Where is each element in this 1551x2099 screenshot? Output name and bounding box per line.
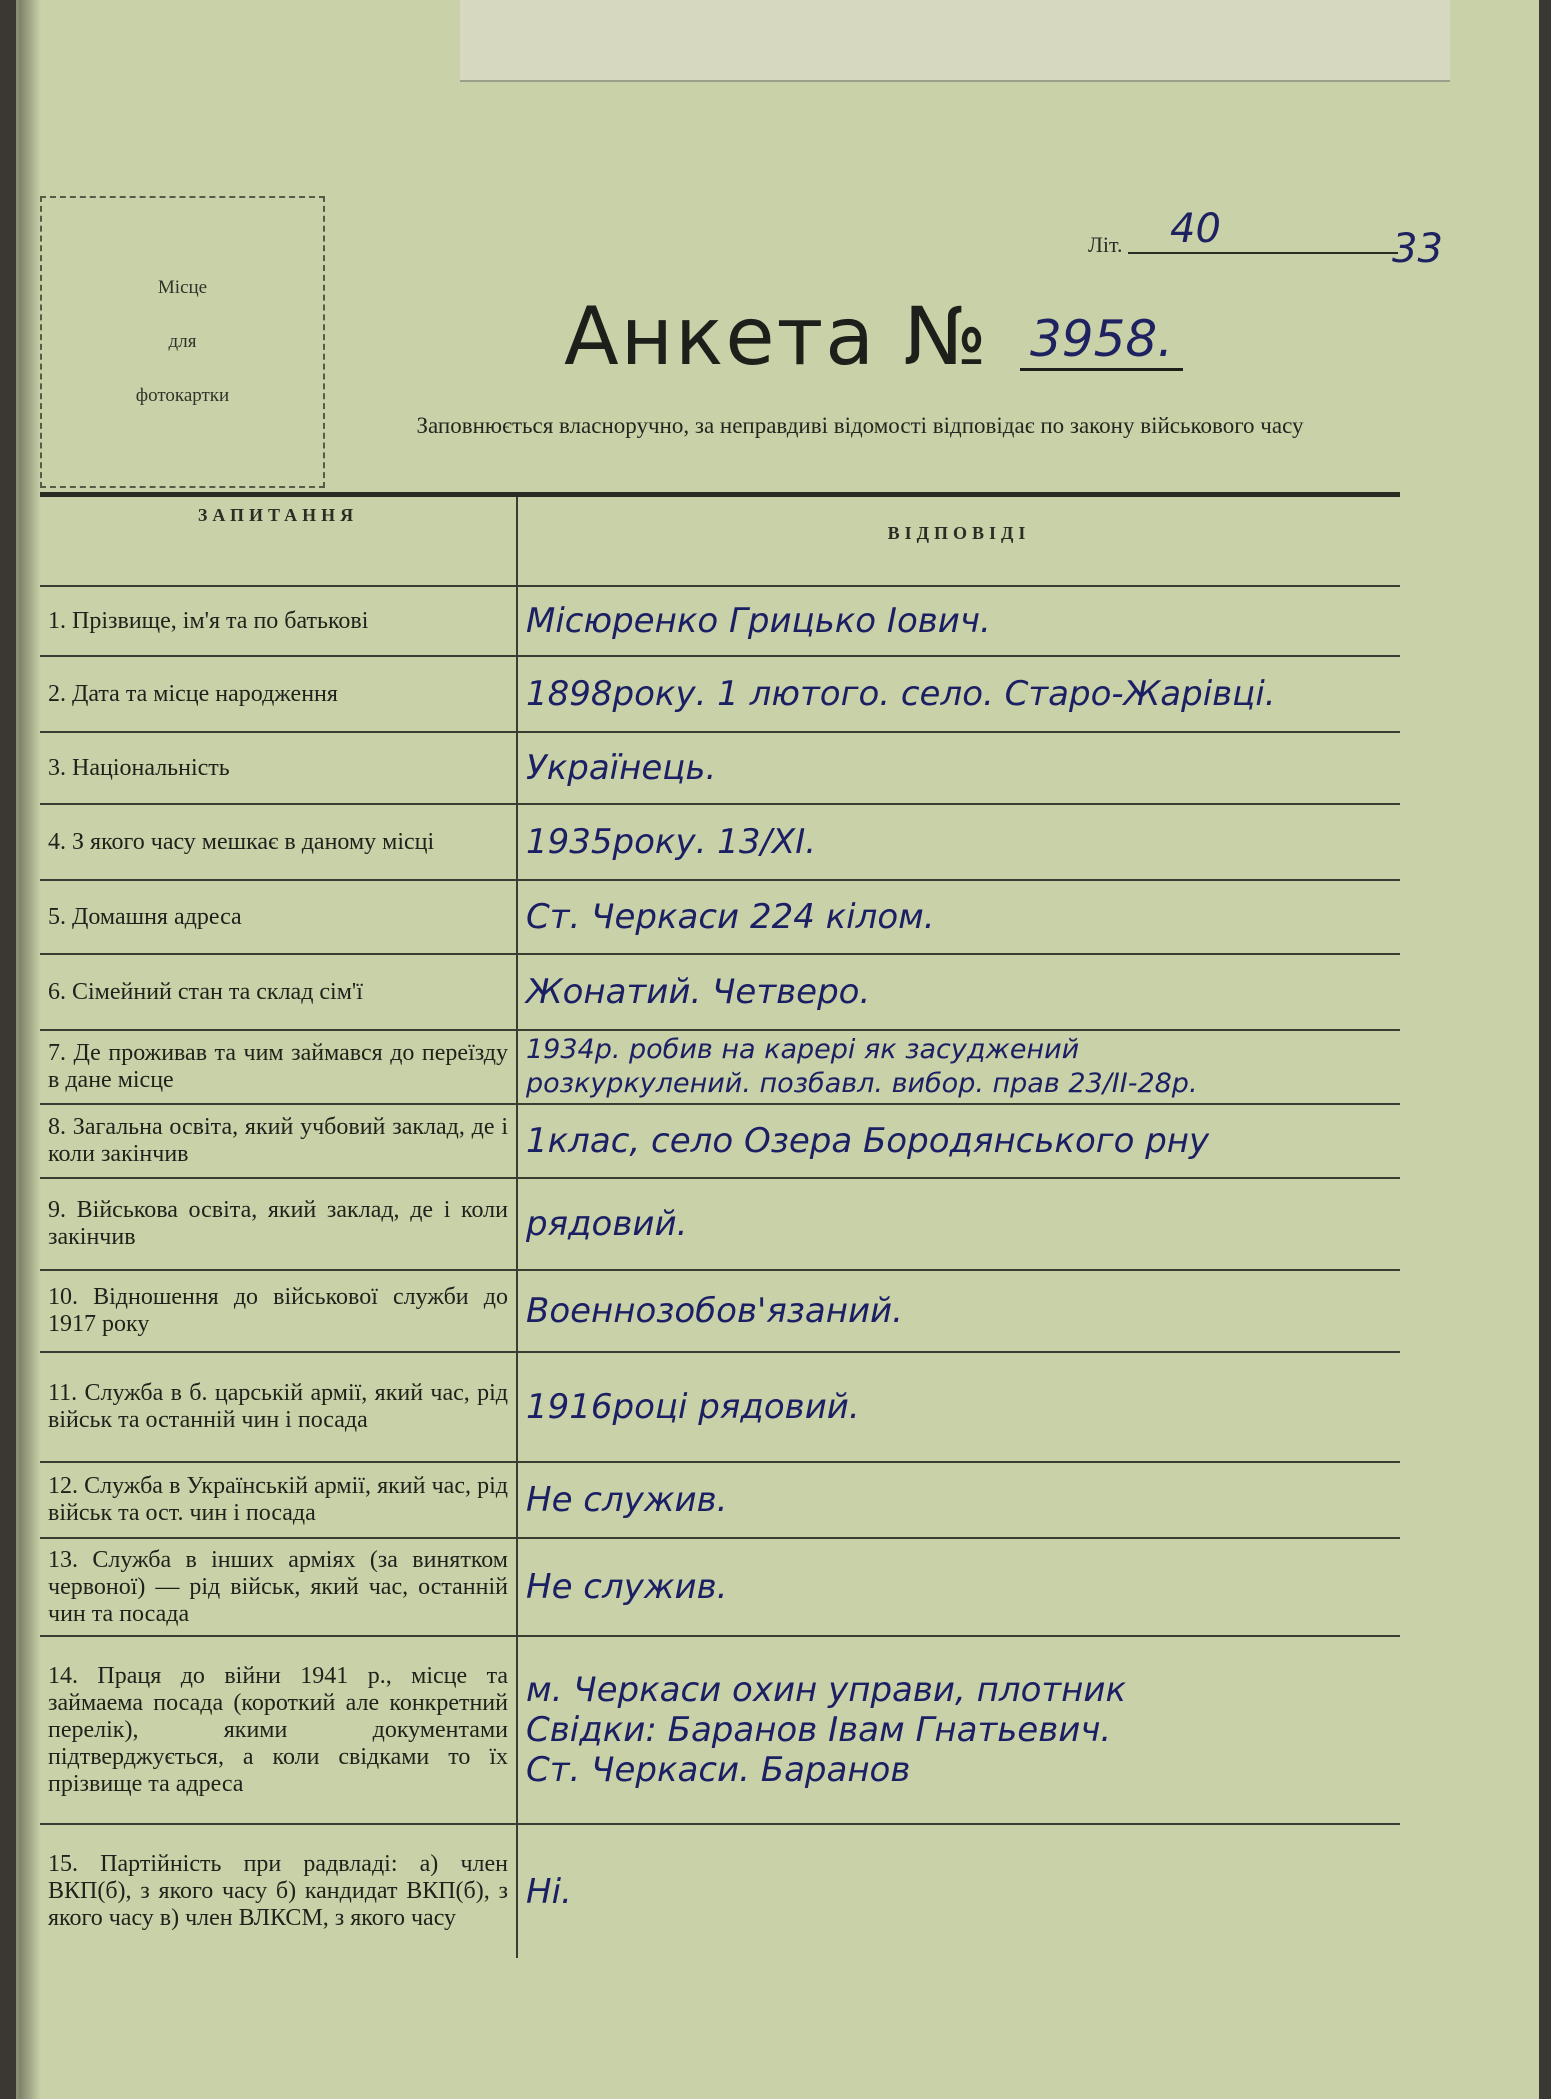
answer-cell [517, 1030, 1400, 1104]
photo-label-line-1: Місце [157, 277, 208, 298]
answer-handwriting: 1клас, село Озера Бородянського рну [526, 1121, 1210, 1161]
question-label: 9. Військова освіта, який заклад, де і коли закінчив [40, 1178, 517, 1270]
answer-handwriting: Ст. Черкаси. Баранов [526, 1750, 911, 1790]
form-row [40, 1030, 1400, 1104]
answer-handwriting: Місюренко Грицько Іович. [526, 601, 991, 641]
answer-cell [517, 1104, 1400, 1178]
answer-cell [517, 1636, 1400, 1824]
answer-handwriting: Военнозобов'язаний. [526, 1291, 903, 1331]
question-label: 11. Служба в б. царській армії, який час, рід військ та останній чин і посада [40, 1352, 517, 1462]
form-row [40, 656, 1400, 732]
lit-line [1128, 252, 1398, 254]
form-row [40, 1104, 1400, 1178]
question-label: 8. Загальна освіта, який учбовий заклад, де і коли закінчив [40, 1104, 517, 1178]
questions-header: ЗАПИТАННЯ [40, 495, 517, 587]
answers-header: ВІДПОВІДІ [517, 495, 1400, 587]
form-row [40, 1178, 1400, 1270]
answer-cell [517, 954, 1400, 1030]
form-title: Анкета № [564, 290, 989, 383]
folder-edge [460, 0, 1450, 82]
form-row [40, 732, 1400, 804]
answer-handwriting: Не служив. [526, 1480, 728, 1520]
question-label: 14. Праця до війни 1941 р., місце та займаема посада (короткий але конкретний перелік), якими документами підтверджується, а коли свідками то їх прізвище та адреса [40, 1636, 517, 1824]
answer-cell [517, 804, 1400, 880]
form-row [40, 1462, 1400, 1538]
answer-cell [517, 732, 1400, 804]
form-row [40, 1352, 1400, 1462]
question-label: 1. Прізвище, ім'я та по батькові [40, 586, 517, 656]
form-subtitle: Заповнюється власноручно, за неправдиві відомості відповідає по закону військового часу [416, 413, 1304, 438]
answer-cell [517, 586, 1400, 656]
answer-handwriting: Ні. [526, 1871, 572, 1912]
answer-cell [517, 1270, 1400, 1352]
lit-value-secondary: 33 [1392, 226, 1443, 272]
answer-cell [517, 880, 1400, 954]
answer-handwriting: 1935року. 13/ХІ. [526, 822, 817, 862]
photo-label-line-2: для [168, 331, 197, 352]
form-row [40, 954, 1400, 1030]
form-row [40, 880, 1400, 954]
form-row [40, 1824, 1400, 1958]
form-number: 3958. [1020, 310, 1183, 371]
form-row [40, 1270, 1400, 1352]
question-label: 13. Служба в інших арміях (за винятком червоної) — рід військ, який час, останній чин та посада [40, 1538, 517, 1636]
answer-handwriting: Ст. Черкаси 224 кілом. [526, 897, 935, 937]
answer-cell [517, 1538, 1400, 1636]
answer-handwriting: Не служив. [526, 1567, 728, 1607]
question-label: 10. Відношення до військової служби до 1917 року [40, 1270, 517, 1352]
answer-handwriting: рядовий. [526, 1204, 688, 1244]
question-label: 2. Дата та місце народження [40, 656, 517, 732]
answer-cell [517, 1352, 1400, 1462]
lit-value: 40 [1170, 206, 1221, 252]
question-label: 12. Служба в Українській армії, який час, рід військ та ост. чин і посада [40, 1462, 517, 1538]
questionnaire-rows [40, 586, 1400, 1958]
questionnaire-table [40, 492, 1400, 1958]
answer-cell [517, 1178, 1400, 1270]
lit-label: Літ. [1088, 232, 1123, 257]
question-label: 3. Національність [40, 732, 517, 804]
form-row [40, 1636, 1400, 1824]
sheet-shadow [19, 0, 41, 2099]
answer-handwriting: розкуркулений. позбавл. вибор. прав 23/ІІ-28р. [526, 1068, 1198, 1099]
photo-placeholder [40, 196, 325, 488]
photo-label-line-3: фотокартки [135, 385, 230, 406]
form-row [40, 1538, 1400, 1636]
question-label: 7. Де проживав та чим займався до переїзду в дане місце [40, 1030, 517, 1104]
answer-handwriting: Свідки: Баранов Івам Гнатьевич. [526, 1710, 1112, 1750]
answer-handwriting: Українець. [526, 748, 717, 788]
question-label: 4. З якого часу мешкає в даному місці [40, 804, 517, 880]
answer-cell [517, 1462, 1400, 1538]
question-label: 15. Партійність при радвладі: а) член ВКП(б), з якого часу б) кандидат ВКП(б), з якого часу в) член ВЛКСМ, з якого часу [40, 1824, 517, 1958]
form-row [40, 804, 1400, 880]
question-label: 6. Сімейний стан та склад сім'ї [40, 954, 517, 1030]
answer-handwriting: 1916році рядовий. [526, 1387, 860, 1427]
answer-handwriting: 1898року. 1 лютого. село. Старо-Жарівці. [526, 674, 1276, 714]
form-row [40, 586, 1400, 656]
answer-handwriting: м. Черкаси охин управи, плотник [526, 1670, 1127, 1710]
answer-handwriting: 1934р. робив на карері як засуджений [526, 1034, 1080, 1065]
answer-cell [517, 1824, 1400, 1958]
question-label: 5. Домашня адреса [40, 880, 517, 954]
answer-cell [517, 656, 1400, 732]
answer-handwriting: Жонатий. Четверо. [526, 972, 871, 1012]
